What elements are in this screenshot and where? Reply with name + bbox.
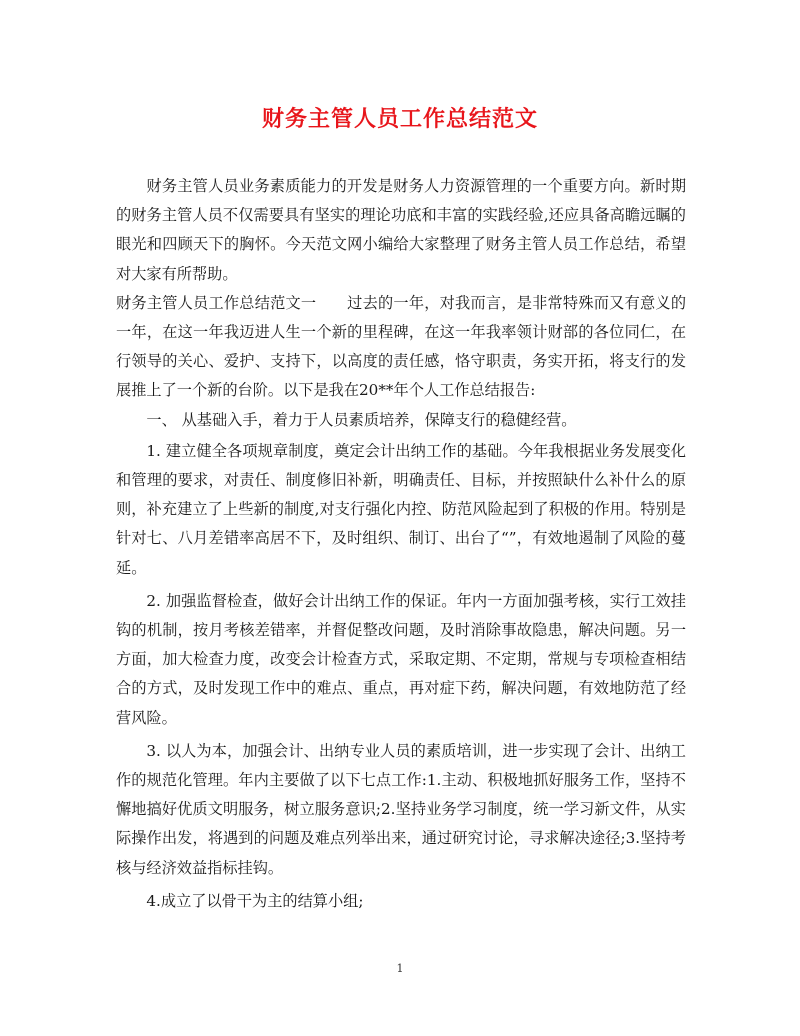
document-body <box>116 172 686 916</box>
heading-paragraph: 一、 从基础入手，着力于人员素质培养，保障支行的稳健经营。 <box>146 410 577 429</box>
page-number: 1 <box>396 962 404 975</box>
section-paragraph: 财务主管人员工作总结范文一 过去的一年，对我而言，是非常特殊而又有意义的一年，在这一年我迈进人生一个新的里程碑，在这一年我率领计财部的各位同仁，在行领导的关心、爱护、支持下，以高度的责任感，恪守职责，务实开拓，将支行的发展推上了一个新的台阶。以下是我在20**年个人工作总结报告: <box>116 293 686 400</box>
item-paragraph-3: 3. 以人为本，加强会计、出纳专业人员的素质培训，进一步实现了会计、出纳工作的规范化管理。年内主要做了以下七点工作:1.主动、积极地抓好服务工作，坚持不懈地搞好优质文明服务，树立服务意识;2.坚持业务学习制度，统一学习新文件，从实际操作出发，将遇到的问题及难点列举出来，通过研究讨论，寻求解决途径;3.坚持考核与经济效益指标挂钩。 <box>116 741 686 877</box>
item-paragraph-4: 4.成立了以骨干为主的结算小组; <box>146 891 364 910</box>
intro-paragraph: 财务主管人员业务素质能力的开发是财务人力资源管理的一个重要方向。新时期的财务主管人员不仅需要具有坚实的理论功底和丰富的实践经验,还应具备高瞻远瞩的眼光和四顾天下的胸怀。今天范文网小编给大家整理了财务主管人员工作总结，希望对大家有所帮助。 <box>116 177 686 283</box>
document-title: 财务主管人员工作总结范文 <box>261 106 538 132</box>
item-paragraph-2: 2. 加强监督检查，做好会计出纳工作的保证。年内一方面加强考核，实行工效挂钩的机制，按月考核差错率，并督促整改问题，及时消除事故隐患，解决问题。另一方面，加大检查力度，改变会计检查方式，采取定期、不定期，常规与专项检查相结合的方式，及时发现工作中的难点、重点，再对症下药，解决问题，有效地防范了经营风险。 <box>116 591 686 727</box>
item-paragraph-1: 1. 建立健全各项规章制度，奠定会计出纳工作的基础。今年我根据业务发展变化和管理的要求，对责任、制度修旧补新，明确责任、目标，并按照缺什么补什么的原则，补充建立了上些新的制度,对支行强化内控、防范风险起到了积极的作用。特别是针对七、八月差错率高居不下，及时组织、制订、出台了“”，有效地遏制了风险的蔓延。 <box>116 441 686 577</box>
